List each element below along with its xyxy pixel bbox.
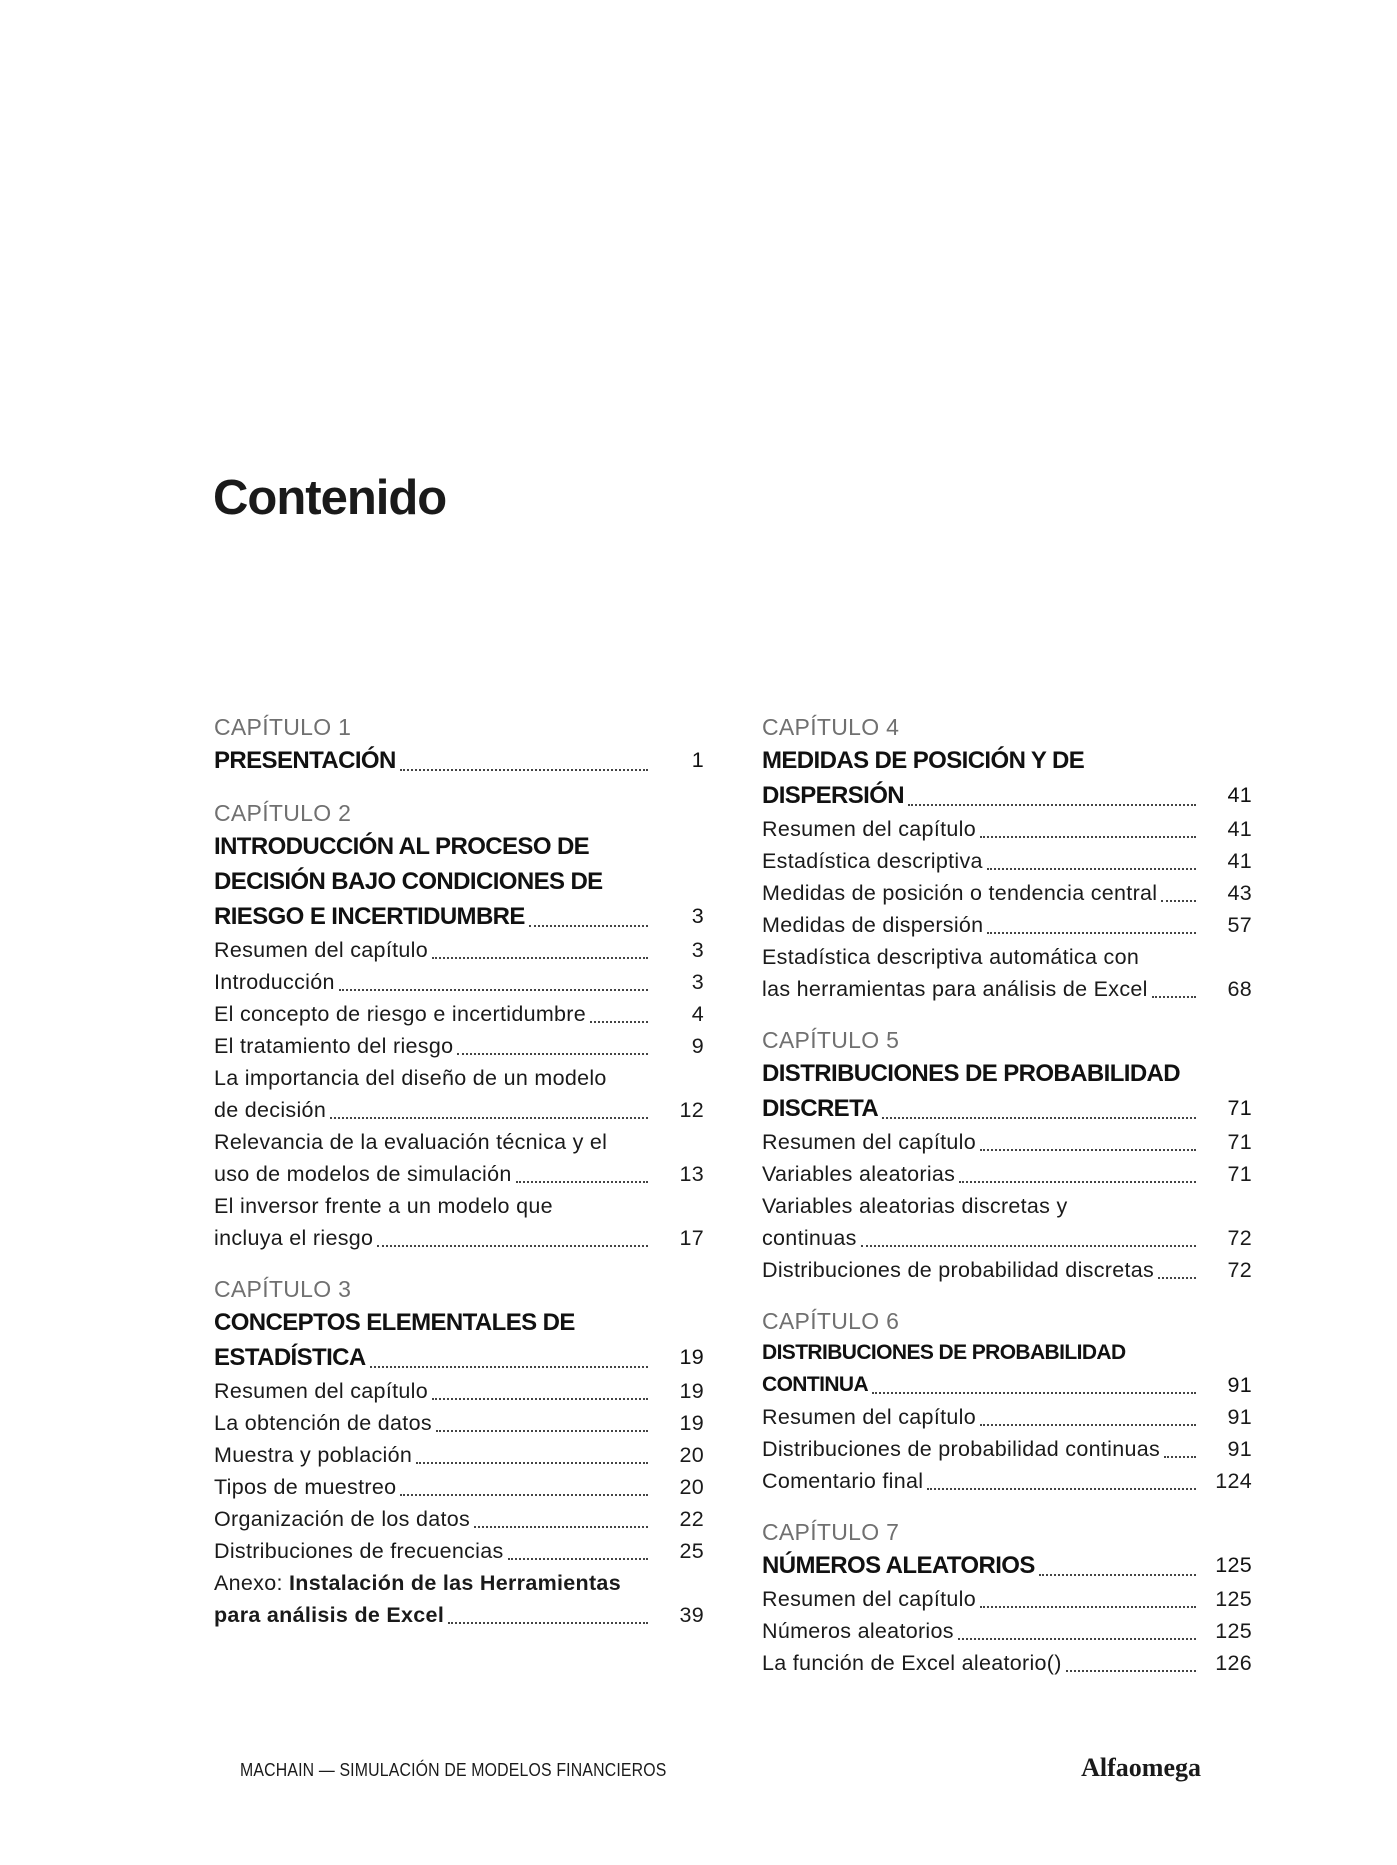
toc-entry-line (214, 998, 704, 1030)
page-number: 3 (691, 904, 704, 928)
toc-chapter (214, 798, 704, 1254)
page-number: 57 (1227, 913, 1252, 937)
entry-title: La obtención de datos (214, 1411, 432, 1435)
page-number: 3 (691, 938, 704, 962)
dot-leader (529, 925, 648, 927)
page-number: 125 (1215, 1553, 1252, 1577)
page-number: 91 (1227, 1405, 1252, 1429)
toc-entry-line (762, 877, 1252, 909)
toc-heading-line (762, 1369, 1252, 1401)
dot-leader (400, 769, 648, 771)
toc-chapter (762, 1306, 1252, 1497)
entry-title: Variables aleatorias discretas y (762, 1194, 1068, 1218)
toc-entry-line (214, 1094, 704, 1126)
chapter-title: DISPERSIÓN (762, 782, 905, 809)
entry-title: Tipos de muestreo (214, 1475, 397, 1499)
chapter-title: RIESGO E INCERTIDUMBRE (214, 903, 525, 930)
dot-leader (861, 1245, 1196, 1247)
entry-title (214, 1599, 444, 1631)
dot-leader (400, 1494, 648, 1496)
dot-leader (339, 989, 648, 991)
entry-title: Organización de los datos (214, 1507, 471, 1531)
entry-title: El inversor frente a un modelo que (214, 1194, 553, 1218)
dot-leader (927, 1488, 1196, 1490)
page-number: 126 (1215, 1651, 1252, 1675)
chapter-title: DISTRIBUCIONES DE PROBABILIDAD (762, 1060, 1181, 1087)
chapter-title: PRESENTACIÓN (214, 747, 396, 774)
page-number: 19 (679, 1411, 704, 1435)
page-title: Contenido (213, 471, 447, 525)
entry-title: Resumen del capítulo (762, 1587, 976, 1611)
page-number: 17 (679, 1226, 704, 1250)
toc-column-right (762, 712, 1252, 1699)
dot-leader (980, 1149, 1196, 1151)
toc-entry-line (762, 1433, 1252, 1465)
entry-title: Distribuciones de probabilidad continuas (762, 1437, 1161, 1461)
toc-chapter (214, 1274, 704, 1631)
page-number: 41 (1227, 783, 1252, 807)
dot-leader (882, 1117, 1196, 1119)
entry-title: Números aleatorios (762, 1619, 954, 1643)
dot-leader (987, 868, 1196, 870)
toc-heading-line (762, 743, 1252, 778)
toc-heading-line (762, 1548, 1252, 1583)
page-number: 4 (691, 1002, 704, 1026)
page-number: 91 (1227, 1373, 1252, 1397)
page-number: 20 (679, 1443, 704, 1467)
entry-title: Estadística descriptiva (762, 849, 983, 873)
toc-entry-line (762, 1190, 1252, 1222)
toc-entry-line (214, 1439, 704, 1471)
dot-leader (508, 1558, 648, 1560)
entry-title (214, 1567, 621, 1599)
entry-title: incluya el riesgo (214, 1226, 374, 1250)
dot-leader (980, 836, 1196, 838)
entry-title: La función de Excel aleatorio() (762, 1651, 1062, 1675)
chapter-title: CONTINUA (762, 1373, 869, 1396)
toc-entry-line (762, 1583, 1252, 1615)
page-number: 25 (679, 1539, 704, 1563)
toc-entry-line (214, 1503, 704, 1535)
chapter-title: NÚMEROS ALEATORIOS (762, 1552, 1035, 1579)
dot-leader (908, 804, 1196, 806)
toc-entry-line (762, 813, 1252, 845)
chapter-label: CAPÍTULO 4 (762, 714, 900, 740)
chapter-label: CAPÍTULO 1 (214, 714, 352, 740)
toc-entry-line (214, 1062, 704, 1094)
chapter-label: CAPÍTULO 7 (762, 1519, 900, 1545)
toc-entry-line (214, 934, 704, 966)
dot-leader (370, 1366, 648, 1368)
toc-entry-line (214, 1471, 704, 1503)
page-number: 124 (1215, 1469, 1252, 1493)
page-number: 39 (679, 1603, 704, 1627)
dot-leader (416, 1462, 648, 1464)
entry-title: Comentario final (762, 1469, 924, 1493)
annex-title: Instalación de las Herramientas (289, 1571, 621, 1595)
dot-leader (1158, 1277, 1196, 1279)
entry-title: uso de modelos de simulación (214, 1162, 512, 1186)
chapter-label: CAPÍTULO 3 (214, 1276, 352, 1302)
entry-title: El tratamiento del riesgo (214, 1034, 454, 1058)
dot-leader (377, 1245, 648, 1247)
chapter-title: DISTRIBUCIONES DE PROBABILIDAD (762, 1341, 1126, 1364)
toc-heading-line (762, 1337, 1252, 1369)
page-number: 72 (1227, 1258, 1252, 1282)
page-number: 3 (691, 970, 704, 994)
toc-heading-line (214, 864, 704, 899)
entry-title: Resumen del capítulo (762, 817, 976, 841)
toc-heading-line (214, 1305, 704, 1340)
dot-leader (959, 1181, 1196, 1183)
chapter-title: INTRODUCCIÓN AL PROCESO DE (214, 833, 590, 860)
page-number: 43 (1227, 881, 1252, 905)
toc-entry-line (762, 1401, 1252, 1433)
page-number: 41 (1227, 817, 1252, 841)
toc-entry-line (762, 1126, 1252, 1158)
chapter-label: CAPÍTULO 5 (762, 1027, 900, 1053)
dot-leader (474, 1526, 648, 1528)
toc-entry-line (214, 1599, 704, 1631)
toc-entry-line (214, 1375, 704, 1407)
entry-title: El concepto de riesgo e incertidumbre (214, 1002, 587, 1026)
entry-title: Resumen del capítulo (762, 1130, 976, 1154)
toc-chapter (214, 712, 704, 778)
page-number: 20 (679, 1475, 704, 1499)
page-number: 125 (1215, 1619, 1252, 1643)
dot-leader (1164, 1456, 1196, 1458)
footer-book-title: MACHAIN — SIMULACIÓN DE MODELOS FINANCIEROS (240, 1760, 667, 1780)
entry-title: Relevancia de la evaluación técnica y el (214, 1130, 608, 1154)
entry-title: Distribuciones de probabilidad discretas (762, 1258, 1155, 1282)
toc-entry-line (214, 1407, 704, 1439)
entry-title: Estadística descriptiva automática con (762, 945, 1140, 969)
toc-entry-line (214, 1222, 704, 1254)
dot-leader (1152, 996, 1196, 998)
chapter-title: MEDIDAS DE POSICIÓN Y DE (762, 747, 1085, 774)
entry-title: Muestra y población (214, 1443, 413, 1467)
chapter-title: DECISIÓN BAJO CONDICIONES DE (214, 868, 603, 895)
dot-leader (958, 1638, 1196, 1640)
page-number: 19 (679, 1345, 704, 1369)
entry-title: Medidas de posición o tendencia central (762, 881, 1158, 905)
dot-leader (432, 957, 648, 959)
toc-heading-line (214, 899, 704, 934)
chapter-label: CAPÍTULO 2 (214, 800, 352, 826)
toc-entry-line (214, 1535, 704, 1567)
chapter-title: DISCRETA (762, 1095, 879, 1122)
page-number: 9 (691, 1034, 704, 1058)
entry-title: La importancia del diseño de un modelo (214, 1066, 607, 1090)
annex-title: para análisis de Excel (214, 1603, 445, 1627)
toc-entry-line (762, 1647, 1252, 1679)
dot-leader (590, 1021, 648, 1023)
toc-heading-line (762, 1091, 1252, 1126)
chapter-title: CONCEPTOS ELEMENTALES DE (214, 1309, 575, 1336)
entry-title: Distribuciones de frecuencias (214, 1539, 504, 1563)
entry-title: las herramientas para análisis de Excel (762, 977, 1148, 1001)
entry-title: Resumen del capítulo (214, 938, 428, 962)
entry-title: Resumen del capítulo (214, 1379, 428, 1403)
entry-title: Introducción (214, 970, 335, 994)
footer-publisher-logo: Alfaomega (1081, 1753, 1201, 1782)
toc-heading-line (762, 778, 1252, 813)
dot-leader (516, 1181, 648, 1183)
page-number: 91 (1227, 1437, 1252, 1461)
page-number: 125 (1215, 1587, 1252, 1611)
page-number: 19 (679, 1379, 704, 1403)
toc-entry-line (762, 1615, 1252, 1647)
toc-heading-line (214, 743, 704, 778)
page-number: 72 (1227, 1226, 1252, 1250)
toc-entry-line (214, 1158, 704, 1190)
dot-leader (457, 1053, 648, 1055)
dot-leader (436, 1430, 648, 1432)
toc-entry-line (214, 966, 704, 998)
toc-entry-line (762, 1222, 1252, 1254)
toc-entry-line (214, 1030, 704, 1062)
toc-entry-line (762, 941, 1252, 973)
dot-leader (330, 1117, 648, 1119)
toc-chapter (762, 712, 1252, 1005)
entry-title: Resumen del capítulo (762, 1405, 976, 1429)
toc-heading-line (214, 829, 704, 864)
toc-entry-line (762, 1465, 1252, 1497)
page-number: 41 (1227, 849, 1252, 873)
page-number: 22 (679, 1507, 704, 1531)
entry-title: continuas (762, 1226, 857, 1250)
toc-entry-line (762, 909, 1252, 941)
toc-entry-line (214, 1126, 704, 1158)
entry-title: Medidas de dispersión (762, 913, 984, 937)
page-number: 68 (1227, 977, 1252, 1001)
toc-entry-line (762, 1254, 1252, 1286)
dot-leader (872, 1392, 1196, 1394)
toc-heading-line (762, 1056, 1252, 1091)
chapter-title: ESTADÍSTICA (214, 1344, 366, 1371)
dot-leader (980, 1606, 1196, 1608)
toc-chapter (762, 1025, 1252, 1286)
page-number: 71 (1227, 1162, 1252, 1186)
dot-leader (1066, 1670, 1196, 1672)
toc-entry-line (762, 845, 1252, 877)
toc-chapter (762, 1517, 1252, 1679)
toc-entry-line (762, 973, 1252, 1005)
toc-column-left (214, 712, 704, 1651)
dot-leader (987, 932, 1196, 934)
dot-leader (1161, 900, 1196, 902)
page-number: 13 (679, 1162, 704, 1186)
annex-prefix: Anexo: (214, 1571, 290, 1595)
entry-title: de decisión (214, 1098, 327, 1122)
toc-entry-line (762, 1158, 1252, 1190)
page-number: 1 (691, 748, 704, 772)
page-number: 71 (1227, 1130, 1252, 1154)
dot-leader (448, 1622, 648, 1624)
page-number: 71 (1227, 1096, 1252, 1120)
chapter-label: CAPÍTULO 6 (762, 1308, 900, 1334)
toc-entry-line (214, 1190, 704, 1222)
dot-leader (1039, 1574, 1196, 1576)
page-number: 12 (679, 1098, 704, 1122)
toc-heading-line (214, 1340, 704, 1375)
toc-entry-line (214, 1567, 704, 1599)
dot-leader (980, 1424, 1196, 1426)
dot-leader (432, 1398, 648, 1400)
entry-title: Variables aleatorias (762, 1162, 956, 1186)
